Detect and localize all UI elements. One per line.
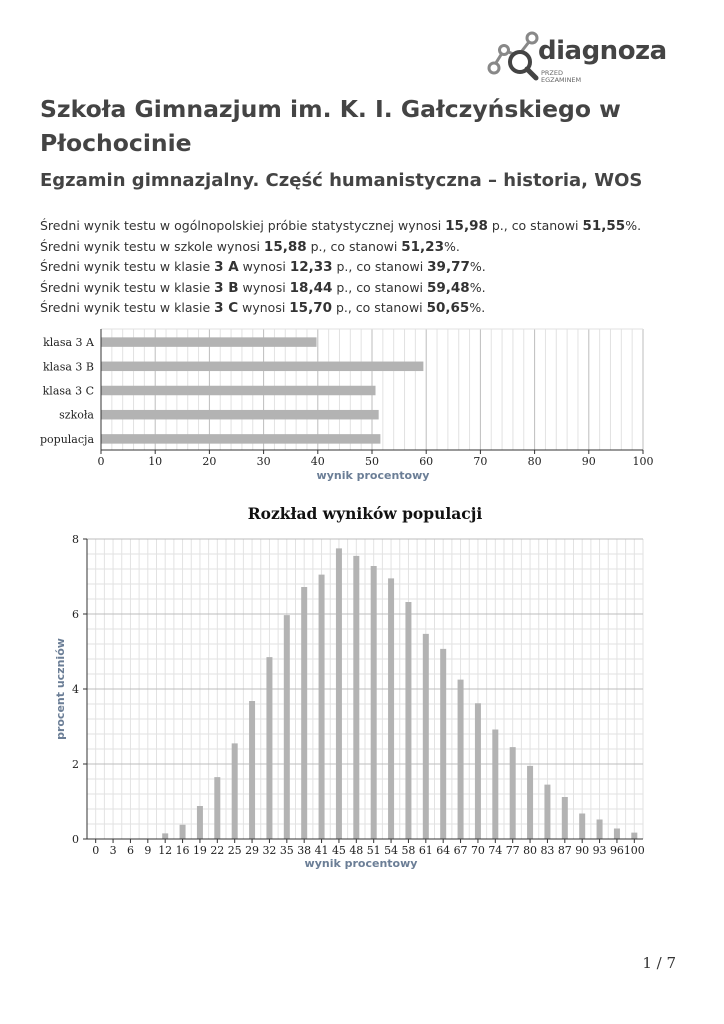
bar-67 [458, 680, 464, 839]
x-tick-label: 90 [575, 844, 590, 857]
bar-93 [597, 820, 603, 840]
logo-sub-line-2: EGZAMINEM [541, 76, 582, 84]
comparison-bar-chart [0, 322, 724, 482]
x-tick-label: 25 [227, 844, 242, 857]
x-tick-label: 50 [365, 455, 379, 468]
x-tick-label: 87 [557, 844, 572, 857]
category-label: klasa 3 B [42, 360, 94, 374]
bar-12 [162, 833, 168, 839]
x-tick-label: 35 [279, 844, 294, 857]
category-label: klasa 3 A [43, 336, 94, 350]
magnifier-molecule-logo-icon [484, 30, 544, 84]
y-tick-label: 8 [72, 533, 79, 546]
logo-sub-line-1: PRZED [541, 69, 564, 77]
x-tick-label: 100 [632, 455, 654, 468]
y-tick-label: 4 [72, 683, 79, 696]
x-tick-label: 19 [192, 844, 207, 857]
diagnoza-logo [484, 30, 667, 84]
bar-38 [301, 587, 307, 839]
x-tick-label: 20 [202, 455, 217, 468]
x-tick-label: 6 [126, 844, 134, 857]
x-tick-label: 41 [314, 844, 329, 857]
bar-90 [579, 814, 585, 840]
x-tick-label: 45 [331, 844, 346, 857]
bar-61 [423, 634, 429, 839]
bar-58 [405, 602, 411, 839]
x-tick-label: 12 [158, 844, 173, 857]
x-axis-label: wynik procentowy [316, 469, 430, 482]
bar-48 [353, 556, 359, 839]
category-label: szkoła [59, 408, 94, 422]
y-axis-label: procent uczniów [54, 638, 67, 740]
bar-41 [319, 575, 325, 839]
bar-83 [544, 785, 550, 839]
y-tick-label: 2 [72, 758, 79, 771]
distribution-bar-chart [0, 496, 724, 876]
bar-klasa-3-A [101, 337, 317, 347]
y-tick-label: 6 [72, 608, 79, 621]
x-tick-label: 51 [366, 844, 381, 857]
logo-subtitle [541, 70, 581, 84]
bar-19 [197, 806, 203, 839]
x-tick-label: 96 [609, 844, 624, 857]
bar-29 [249, 701, 255, 839]
x-tick-label: 3 [109, 844, 117, 857]
chart-title: Rozkład wyników populacji [247, 504, 483, 523]
bar-87 [562, 797, 568, 839]
x-tick-label: 22 [210, 844, 225, 857]
x-tick-label: 32 [262, 844, 277, 857]
x-tick-label: 16 [175, 844, 190, 857]
bar-77 [510, 747, 516, 839]
category-label: populacja [40, 432, 94, 446]
x-tick-label: 58 [401, 844, 416, 857]
x-tick-label: 67 [453, 844, 468, 857]
bar-96 [614, 829, 620, 840]
bar-51 [371, 566, 377, 839]
bar-100 [631, 833, 637, 839]
x-tick-label: 80 [527, 455, 542, 468]
x-tick-label: 0 [97, 455, 105, 468]
x-tick-label: 70 [470, 844, 485, 857]
bar-74 [492, 730, 498, 840]
page-subtitle: Egzamin gimnazjalny. Część humanistyczna – historia, WOS [40, 170, 643, 191]
x-tick-label: 29 [245, 844, 260, 857]
x-tick-label: 83 [540, 844, 555, 857]
bar-32 [266, 657, 272, 839]
x-tick-label: 54 [384, 844, 399, 857]
bar-populacja [101, 434, 380, 444]
stat-line-class-3a: Średni wynik testu w klasie 3 A wynosi 12,33 p., co stanowi 39,77%. [40, 259, 486, 275]
bar-54 [388, 578, 394, 839]
x-tick-label: 40 [310, 455, 325, 468]
logo-word: diagnoza [538, 36, 667, 66]
page-number: 1 / 7 [642, 954, 676, 972]
x-tick-label: 70 [473, 455, 488, 468]
stat-line-school: Średni wynik testu w szkole wynosi 15,88 p., co stanowi 51,23%. [40, 238, 460, 255]
category-label: klasa 3 C [42, 384, 94, 398]
x-tick-label: 10 [148, 455, 163, 468]
x-tick-label: 74 [488, 844, 503, 857]
x-axis-label: wynik procentowy [304, 857, 418, 870]
bar-80 [527, 766, 533, 839]
y-tick-label: 0 [72, 833, 79, 846]
x-tick-label: 48 [349, 844, 364, 857]
x-tick-label: 64 [436, 844, 451, 857]
x-tick-label: 90 [581, 455, 596, 468]
bar-szkoła [101, 410, 379, 420]
page-title: Szkoła Gimnazjum im. K. I. Gałczyńskiego w Płochocinie [40, 95, 621, 157]
stat-line-population: Średni wynik testu w ogólnopolskiej próbie statystycznej wynosi 15,98 p., co stanowi 51,55%. [40, 218, 642, 234]
bar-64 [440, 649, 446, 839]
x-tick-label: 0 [92, 844, 100, 857]
bar-45 [336, 548, 342, 839]
bar-25 [232, 743, 238, 839]
stats-list [40, 216, 700, 319]
x-tick-label: 30 [256, 455, 271, 468]
x-tick-label: 80 [523, 844, 538, 857]
x-tick-label: 100 [623, 844, 645, 857]
x-tick-label: 93 [592, 844, 607, 857]
x-tick-label: 38 [297, 844, 312, 857]
bar-70 [475, 703, 481, 839]
bar-35 [284, 615, 290, 839]
bar-klasa-3-C [101, 386, 376, 396]
x-tick-label: 9 [144, 844, 152, 857]
x-tick-label: 60 [419, 455, 434, 468]
bar-klasa-3-B [101, 362, 423, 372]
x-tick-label: 77 [505, 844, 520, 857]
stat-line-class-3c: Średni wynik testu w klasie 3 C wynosi 15,70 p., co stanowi 50,65%. [40, 300, 486, 316]
x-tick-label: 61 [418, 844, 433, 857]
bar-16 [180, 825, 186, 839]
stat-line-class-3b: Średni wynik testu w klasie 3 B wynosi 18,44 p., co stanowi 59,48%. [40, 279, 486, 296]
bar-22 [214, 777, 220, 839]
